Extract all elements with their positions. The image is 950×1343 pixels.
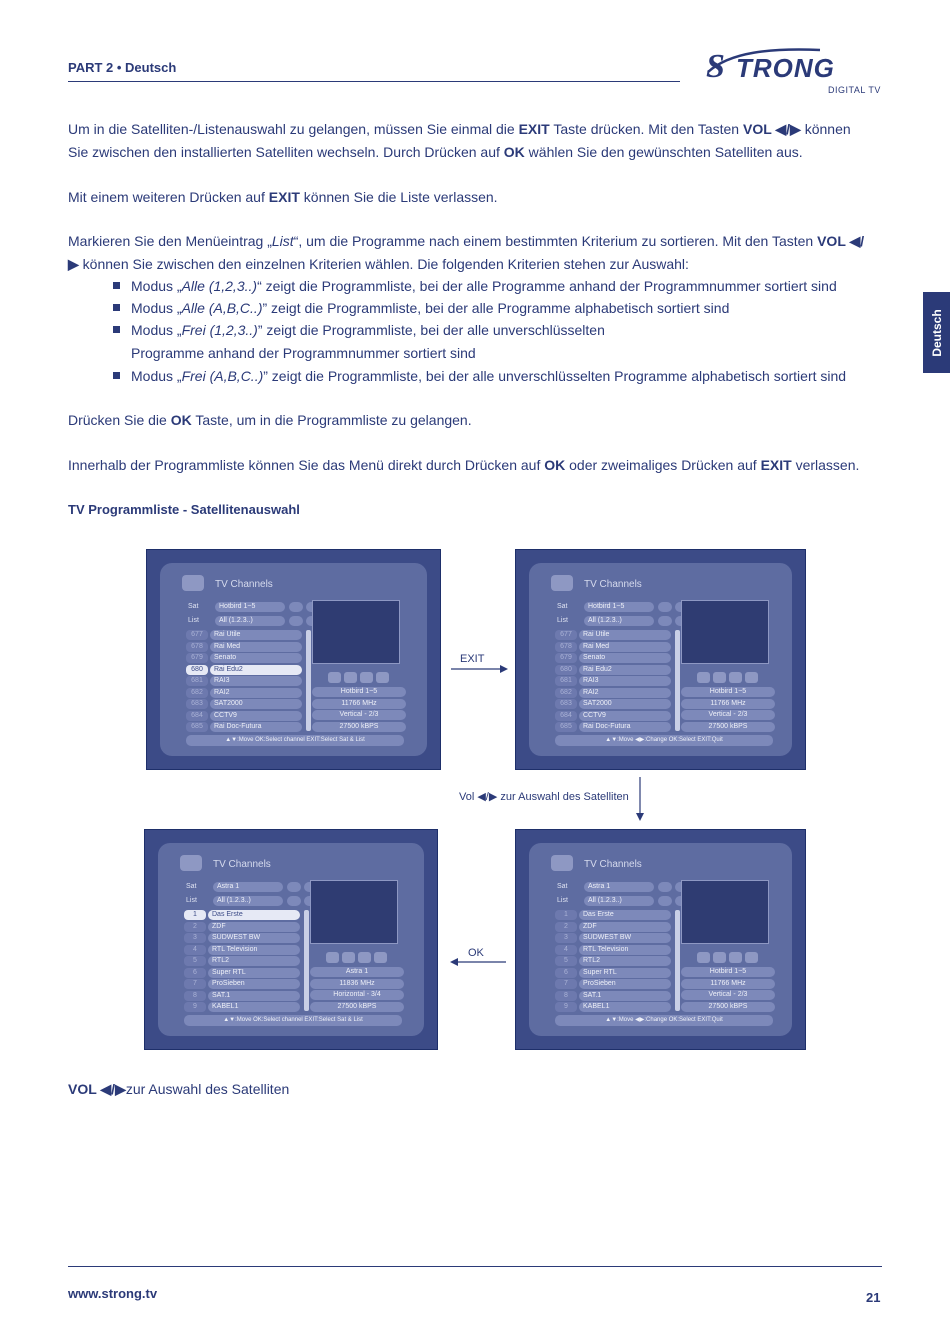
tv-menu-title: TV Channels (584, 859, 642, 870)
channel-attribute-icon (697, 952, 710, 963)
channel-attribute-icon (745, 672, 758, 683)
list-item (113, 297, 729, 320)
text: ” zeigt die Programmliste, bei der alle unverschlüsselten Programme alphabetisch sortiert sind (263, 368, 847, 384)
channel-name[interactable]: ZDF (579, 922, 671, 932)
channel-name[interactable]: Super RTL (579, 968, 671, 978)
channel-name[interactable]: CCTV9 (210, 711, 302, 721)
tv-menu-panel (160, 563, 427, 756)
tv-help-bar: ▲▼:Move OK:Select channel EXIT:Select Sat & List (184, 1015, 402, 1026)
logo-subtitle: DIGITAL TV (828, 85, 881, 95)
list-item (113, 275, 837, 298)
tv-help-bar: ▲▼:Move OK:Select channel EXIT:Select Sat & List (186, 735, 404, 746)
arrow-vol-label: Vol ◀/▶ zur Auswahl des Satelliten (459, 791, 629, 803)
channel-name[interactable]: Rai Med (579, 642, 671, 652)
channel-name[interactable]: RTL Television (208, 945, 300, 955)
channel-number: 9 (184, 1002, 206, 1012)
tv-help-bar: ▲▼:Move ◀▶:Change OK:Select EXIT:Quit (555, 1015, 773, 1026)
transponder-info: 11766 MHz (681, 699, 775, 709)
transponder-info: Vertical - 2/3 (312, 710, 406, 720)
text: Taste drücken. Mit den Tasten (549, 121, 743, 137)
transponder-info: 27500 kBPS (310, 1002, 404, 1012)
key-ok: OK (503, 143, 525, 160)
channel-name[interactable]: RAI2 (579, 688, 671, 698)
channel-number: 685 (555, 722, 577, 732)
transponder-info: 11766 MHz (681, 979, 775, 989)
text: Drücken Sie die (68, 412, 171, 428)
text: Mit einem weiteren Drücken auf (68, 189, 269, 205)
channel-name[interactable]: RAI3 (210, 676, 302, 686)
channel-number: 2 (184, 922, 206, 932)
text: können Sie zwischen den einzelnen Kriterien wählen. Die folgenden Kriterien stehen zur Auswahl: (78, 255, 689, 272)
transponder-info: 27500 kBPS (312, 722, 406, 732)
channel-number: 684 (186, 711, 208, 721)
tv-menu-panel (529, 563, 792, 756)
text: können Sie zwischen den installierten Satelliten wechseln. Durch Drücken auf (68, 121, 851, 160)
channel-name[interactable]: SAT2000 (579, 699, 671, 709)
footer-url[interactable]: www.strong.tv (68, 1286, 158, 1301)
channel-number: 4 (555, 945, 577, 955)
channel-number: 5 (184, 956, 206, 966)
channel-number: 9 (555, 1002, 577, 1012)
channel-number: 2 (555, 922, 577, 932)
tv-menu-title: TV Channels (584, 579, 642, 590)
tv-screenshot-2 (515, 549, 806, 770)
channel-preview-image (681, 880, 769, 944)
channel-number: 678 (555, 642, 577, 652)
channel-number: 681 (186, 676, 208, 686)
transponder-info: Astra 1 (310, 967, 404, 977)
channel-number: 677 (186, 630, 208, 640)
mode-name: Frei (1,2,3..) (181, 322, 258, 338)
channel-name[interactable]: KABEL1 (579, 1002, 671, 1012)
switch-arrows-icon (289, 602, 303, 612)
key-exit: EXIT (268, 189, 300, 205)
channel-number: 682 (555, 688, 577, 698)
list-value[interactable]: All (1.2.3..) (213, 896, 283, 906)
text: Taste, um in die Programmliste zu gelangen. (191, 412, 472, 428)
tv-icon (551, 575, 573, 591)
channel-name[interactable]: RAI2 (210, 688, 302, 698)
caption-text: zur Auswahl des Satelliten (125, 1081, 290, 1097)
channel-name[interactable]: Senato (210, 653, 302, 663)
switch-arrows-icon (289, 616, 303, 626)
tv-menu-panel (158, 843, 424, 1036)
text: “, um die Programme nach einem bestimmten Kriterium zu sortieren. Mit den Tasten (293, 233, 818, 249)
paragraph-leave-menu (68, 454, 868, 477)
list-label: List (557, 617, 568, 624)
channel-number: 1 (184, 910, 206, 920)
scrollbar[interactable] (304, 910, 309, 1011)
channel-attribute-icon (729, 672, 742, 683)
key-exit: EXIT (760, 457, 792, 473)
tv-menu-title: TV Channels (215, 579, 273, 590)
channel-attribute-icon (360, 672, 373, 683)
channel-number: 678 (186, 642, 208, 652)
channel-attribute-icon (328, 672, 341, 683)
channel-name[interactable]: RTL Television (579, 945, 671, 955)
text: Modus „ (131, 300, 182, 316)
channel-number: 684 (555, 711, 577, 721)
transponder-info: Hotbird 1~5 (681, 687, 775, 697)
channel-name[interactable]: ProSieben (579, 979, 671, 989)
channel-name[interactable]: KABEL1 (208, 1002, 300, 1012)
list-item (113, 319, 605, 342)
channel-number: 680 (555, 665, 577, 675)
channel-name[interactable]: Rai Utile (579, 630, 671, 640)
side-tab-label: Deutsch (929, 308, 944, 357)
channel-name[interactable]: Rai Utile (210, 630, 302, 640)
channel-name[interactable]: RTL2 (208, 956, 300, 966)
scrollbar[interactable] (675, 630, 680, 731)
transponder-info: 27500 kBPS (681, 1002, 775, 1012)
text: oder zweimaliges Drücken auf (565, 457, 761, 473)
text: verlassen. (791, 457, 860, 473)
sat-value[interactable]: Hotbird 1~5 (584, 602, 654, 612)
sat-value[interactable]: Astra 1 (213, 882, 283, 892)
tv-icon (182, 575, 204, 591)
channel-name[interactable]: Das Erste (579, 910, 671, 920)
transponder-info: Vertical - 2/3 (681, 990, 775, 1000)
text: Innerhalb der Programmliste können Sie das Menü direkt durch Drücken auf (68, 457, 545, 473)
header-rule (68, 81, 680, 82)
scrollbar[interactable] (675, 910, 680, 1011)
text: Modus „ (131, 278, 182, 294)
text: wählen Sie den gewünschten Satelliten aus. (524, 143, 803, 160)
channel-name[interactable]: Rai Doc-Futura (210, 722, 302, 732)
channel-name[interactable]: Super RTL (208, 968, 300, 978)
switch-arrows-icon (287, 896, 301, 906)
channel-name[interactable]: SAT.1 (208, 991, 300, 1001)
channel-name[interactable]: SÜDWEST BW (579, 933, 671, 943)
channel-attribute-icon (326, 952, 339, 963)
menu-entry-list: List (271, 233, 294, 249)
channel-number: 3 (184, 933, 206, 943)
channel-attribute-icon (342, 952, 355, 963)
bullet-square-icon (113, 372, 120, 379)
mode-name: Alle (A,B,C..) (181, 300, 263, 316)
channel-attribute-icon (374, 952, 387, 963)
channel-number: 3 (555, 933, 577, 943)
key-vol: VOL ◀/▶ (68, 1081, 126, 1097)
arrow-down-icon (634, 776, 646, 822)
channel-name[interactable]: SAT.1 (579, 991, 671, 1001)
channel-name[interactable]: Senato (579, 653, 671, 663)
switch-arrows-icon (658, 602, 672, 612)
channel-number: 8 (184, 991, 206, 1001)
channel-number: 1 (555, 910, 577, 920)
channel-name[interactable]: Das Erste (208, 910, 300, 920)
text: “ zeigt die Programmliste, bei der alle Programme anhand der Programmnummer sortiert sind (257, 278, 837, 294)
channel-number: 683 (186, 699, 208, 709)
channel-attribute-icon (358, 952, 371, 963)
tv-menu-title: TV Channels (213, 859, 271, 870)
channel-preview-image (310, 880, 398, 944)
channel-attribute-icon (697, 672, 710, 683)
channel-attribute-icon (713, 672, 726, 683)
sat-label: Sat (557, 603, 568, 610)
paragraph-list-sort (68, 230, 873, 275)
arrow-exit-label: EXIT (460, 653, 485, 665)
text: Modus „ (131, 368, 182, 384)
footer-rule (68, 1266, 882, 1267)
channel-attribute-icon (745, 952, 758, 963)
key-ok: OK (544, 457, 566, 473)
channel-number: 6 (184, 968, 206, 978)
transponder-info: 27500 kBPS (681, 722, 775, 732)
channel-preview-image (681, 600, 769, 664)
channel-number: 681 (555, 676, 577, 686)
list-value[interactable]: All (1.2.3..) (215, 616, 285, 626)
channel-number: 8 (555, 991, 577, 1001)
list-item-continuation: Programme anhand der Programmnummer sortiert sind (131, 345, 476, 361)
channel-number: 685 (186, 722, 208, 732)
arrow-left-icon (448, 956, 508, 968)
channel-name[interactable]: SÜDWEST BW (208, 933, 300, 943)
sat-value[interactable]: Hotbird 1~5 (215, 602, 285, 612)
channel-name[interactable]: CCTV9 (579, 711, 671, 721)
paragraph-exit-list (68, 186, 868, 209)
channel-name[interactable]: Rai Edu2 (579, 665, 671, 675)
list-label: List (557, 897, 568, 904)
switch-arrows-icon (658, 896, 672, 906)
switch-arrows-icon (658, 616, 672, 626)
switch-arrows-icon (287, 882, 301, 892)
channel-number: 6 (555, 968, 577, 978)
channel-number: 680 (186, 665, 208, 675)
transponder-info: Horizontal - 3/4 (310, 990, 404, 1000)
transponder-info: 11766 MHz (312, 699, 406, 709)
bullet-square-icon (113, 304, 120, 311)
channel-number: 4 (184, 945, 206, 955)
channel-number: 679 (555, 653, 577, 663)
text: ” zeigt die Programmliste, bei der alle Programme alphabetisch sortiert sind (262, 300, 730, 316)
channel-name[interactable]: ZDF (208, 922, 300, 932)
key-ok: OK (170, 412, 192, 428)
sat-label: Sat (186, 883, 197, 890)
text: Um in die Satelliten-/Listenauswahl zu gelangen, müssen Sie einmal die (68, 121, 519, 137)
transponder-info: 11836 MHz (310, 979, 404, 989)
tv-screenshot-4 (515, 829, 806, 1050)
list-value[interactable]: All (1.2.3..) (584, 616, 654, 626)
transponder-info: Hotbird 1~5 (312, 687, 406, 697)
text: Modus „ (131, 322, 182, 338)
mode-name: Alle (1,2,3..) (181, 278, 258, 294)
list-value[interactable]: All (1.2.3..) (584, 896, 654, 906)
list-item (113, 365, 846, 388)
channel-preview-image (312, 600, 400, 664)
figure-caption (68, 1081, 289, 1098)
channel-number: 679 (186, 653, 208, 663)
channel-number: 677 (555, 630, 577, 640)
page-number: 21 (866, 1290, 881, 1305)
tv-menu-panel (529, 843, 792, 1036)
channel-name[interactable]: Rai Doc-Futura (579, 722, 671, 732)
scrollbar[interactable] (306, 630, 311, 731)
list-label: List (186, 897, 197, 904)
channel-attribute-icon (376, 672, 389, 683)
paragraph-satellite-select (68, 118, 868, 163)
language-side-tab (923, 292, 950, 373)
channel-attribute-icon (713, 952, 726, 963)
switch-arrows-icon (658, 882, 672, 892)
sat-label: Sat (557, 883, 568, 890)
section-title: TV Programmliste - Satellitenauswahl (68, 502, 300, 517)
channel-name[interactable]: RAI3 (579, 676, 671, 686)
text: können Sie die Liste verlassen. (299, 189, 498, 205)
tv-screenshot-3 (144, 829, 438, 1050)
channel-number: 682 (186, 688, 208, 698)
key-vol: VOL ◀/▶ (742, 121, 801, 137)
channel-number: 683 (555, 699, 577, 709)
tv-icon (551, 855, 573, 871)
channel-name[interactable]: RTL2 (579, 956, 671, 966)
key-vol: VOL ◀/▶ (68, 233, 865, 272)
list-label: List (188, 617, 199, 624)
mode-name: Frei (A,B,C..) (181, 368, 264, 384)
svg-text:TRONG: TRONG (736, 53, 835, 83)
transponder-info: Hotbird 1~5 (681, 967, 775, 977)
bullet-square-icon (113, 282, 120, 289)
key-exit: EXIT (518, 121, 550, 137)
channel-name[interactable]: Rai Edu2 (210, 665, 302, 675)
arrow-right-icon (450, 663, 510, 675)
tv-icon (180, 855, 202, 871)
text: Markieren Sie den Menüeintrag „ (68, 233, 272, 249)
bullet-square-icon (113, 326, 120, 333)
paragraph-enter-list (68, 409, 868, 432)
tv-screenshot-1 (146, 549, 441, 770)
channel-number: 7 (184, 979, 206, 989)
channel-attribute-icon (729, 952, 742, 963)
channel-name[interactable]: Rai Med (210, 642, 302, 652)
arrow-ok-label: OK (468, 947, 484, 959)
header-part-label: PART 2 • Deutsch (68, 60, 177, 75)
transponder-info: Vertical - 2/3 (681, 710, 775, 720)
channel-number: 7 (555, 979, 577, 989)
tv-help-bar: ▲▼:Move ◀▶:Change OK:Select EXIT:Quit (555, 735, 773, 746)
text: ” zeigt die Programmliste, bei der alle unverschlüsselten (257, 322, 605, 338)
channel-attribute-icon (344, 672, 357, 683)
channel-number: 5 (555, 956, 577, 966)
sat-label: Sat (188, 603, 199, 610)
channel-name[interactable]: ProSieben (208, 979, 300, 989)
svg-text:S: S (706, 48, 725, 85)
channel-name[interactable]: SAT2000 (210, 699, 302, 709)
sat-value[interactable]: Astra 1 (584, 882, 654, 892)
